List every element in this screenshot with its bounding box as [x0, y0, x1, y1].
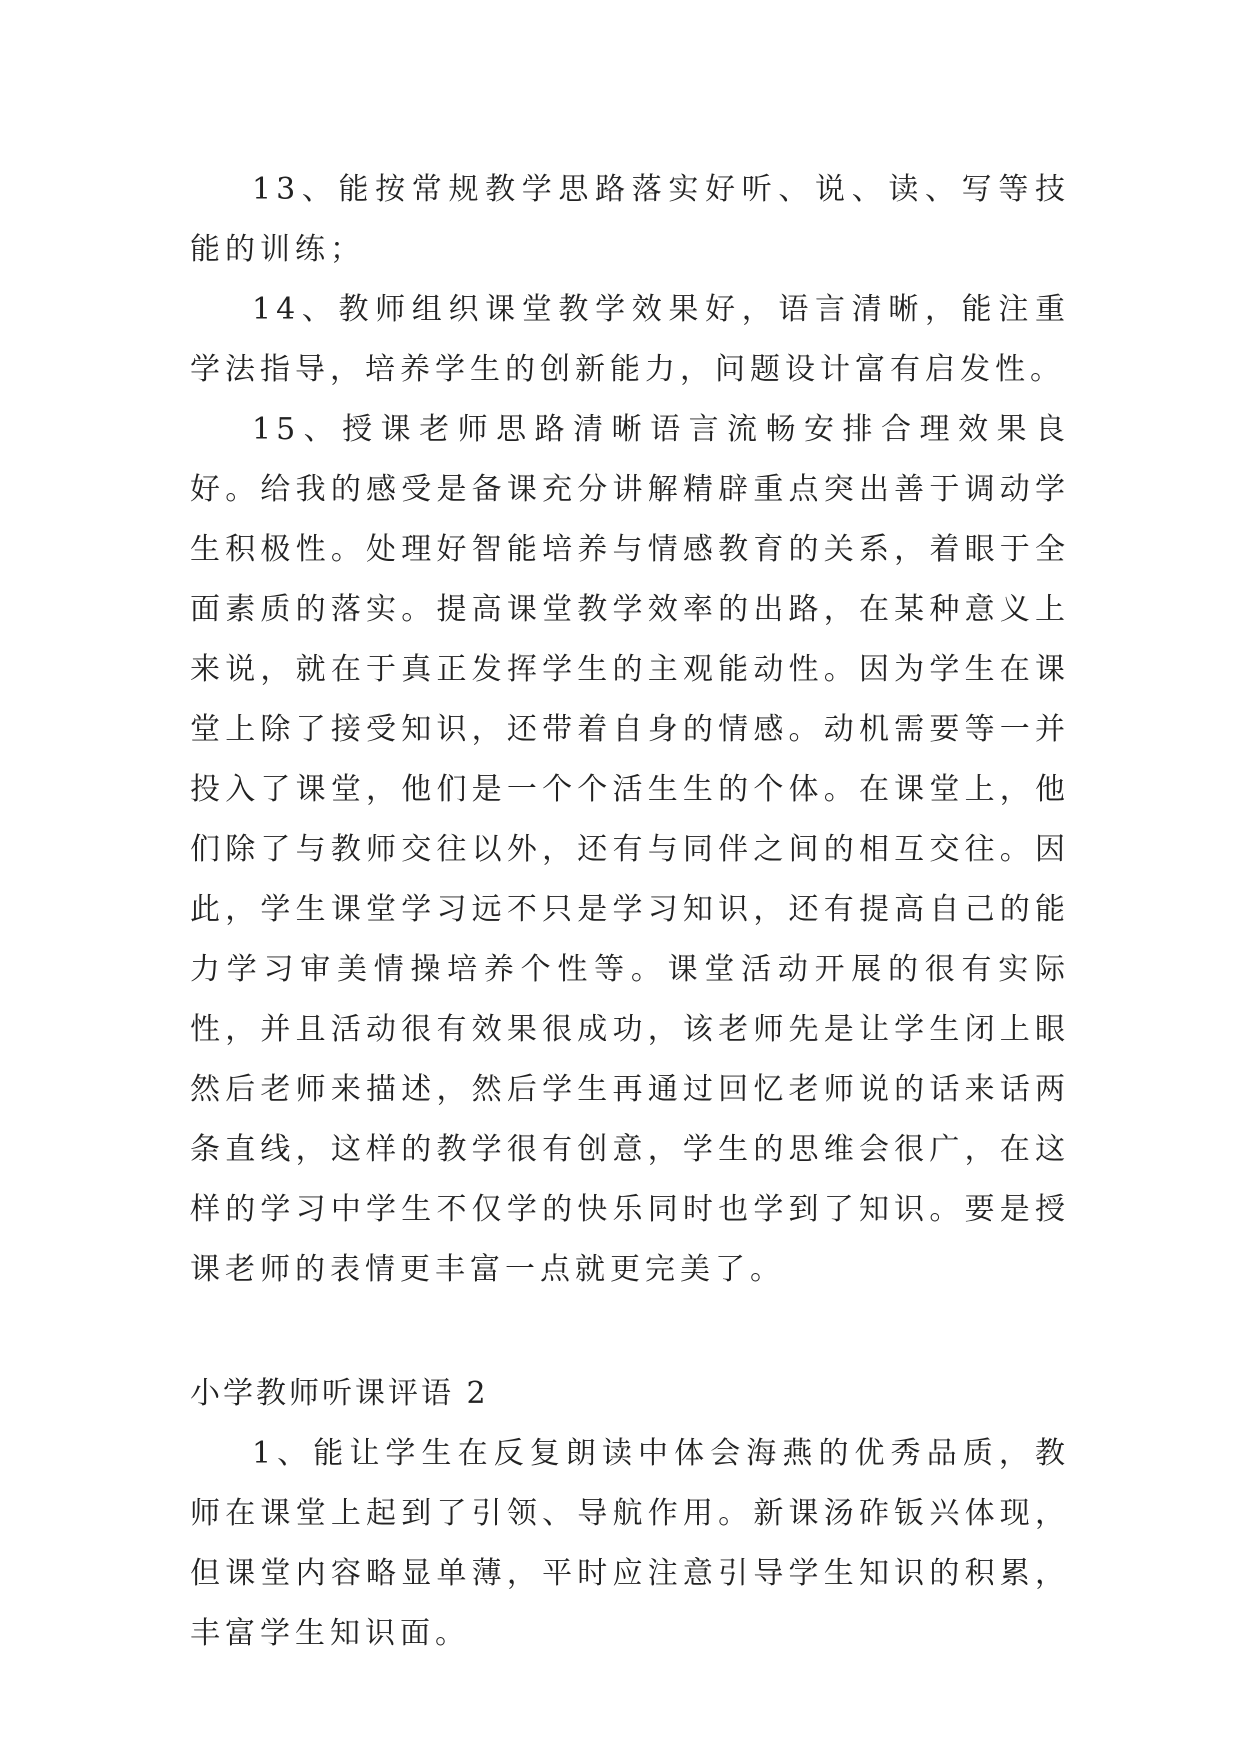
paragraph-14: 14、教师组织课堂教学效果好，语言清晰，能注重学法指导，培养学生的创新能力，问题设计富有启发性。: [190, 292, 1070, 387]
paragraph-1: 1、能让学生在反复朗读中体会海燕的优秀品质，教师在课堂上起到了引领、导航作用。新课汤砟钣兴体现，但课堂内容略显单薄，平时应注意引导学生知识的积累，丰富学生知识面。: [190, 1436, 1070, 1651]
section-heading: 小学教师听课评语 2: [190, 1376, 489, 1411]
document-body: [190, 160, 1070, 1664]
paragraph-13: 13、能按常规教学思路落实好听、说、读、写等技能的训练；: [190, 172, 1070, 267]
paragraph-15: 15、授课老师思路清晰语言流畅安排合理效果良好。给我的感受是备课充分讲解精辟重点突出善于调动学生积极性。处理好智能培养与情感教育的关系，着眼于全面素质的落实。提高课堂教学效率的出路，在某种意义上来说，就在于真正发挥学生的主观能动性。因为学生在课堂上除了接受知识，还带着自身的情感。动机需要等一并投入了课堂，他们是一个个活生生的个体。在课堂上，他们除了与教师交往以外，还有与同伴之间的相互交往。因此，学生课堂学习远不只是学习知识，还有提高自己的能力学习审美情操培养个性等。课堂活动开展的很有实际性，并且活动很有效果很成功，该老师先是让学生闭上眼然后老师来描述，然后学生再通过回忆老师说的话来话两条直线，这样的教学很有创意，学生的思维会很广，在这样的学习中学生不仅学的快乐同时也学到了知识。要是授课老师的表情更丰富一点就更完美了。: [190, 412, 1070, 1287]
